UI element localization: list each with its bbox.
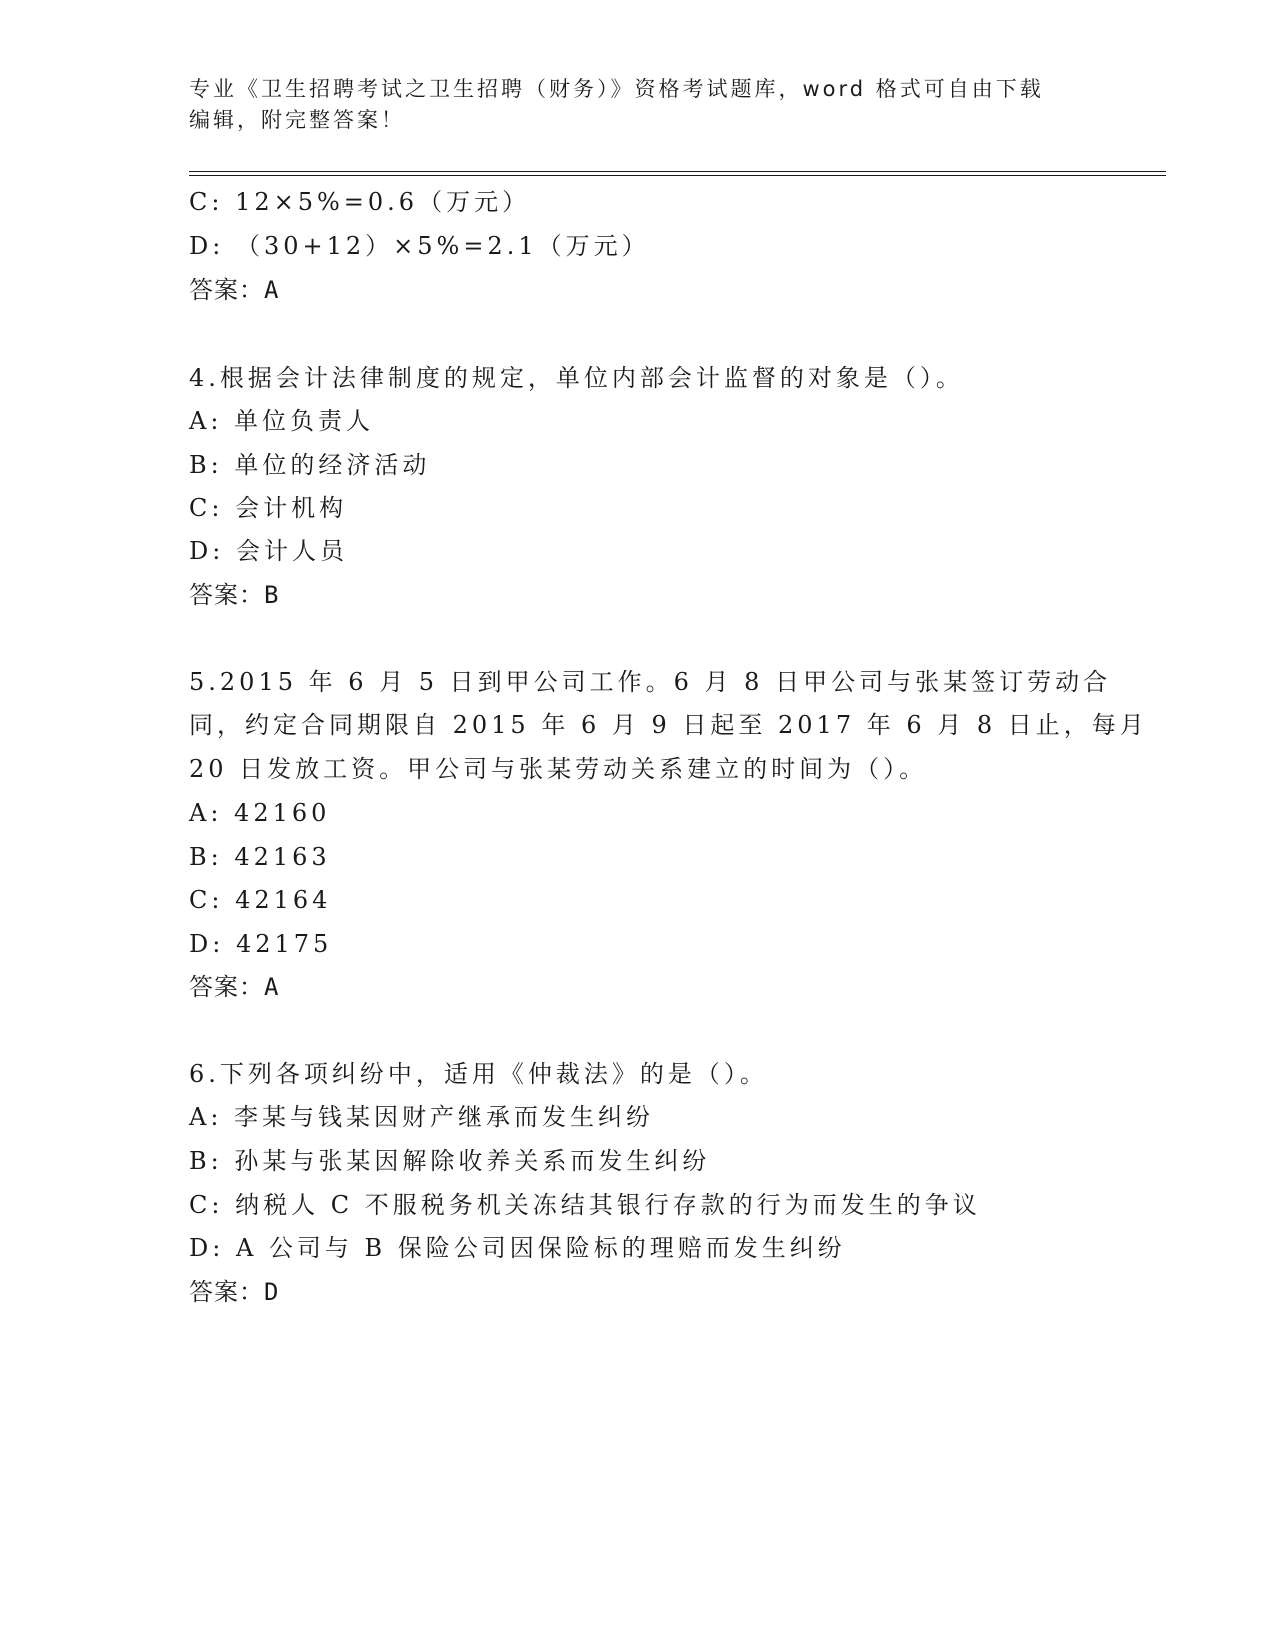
q3-option-d: D: （30+12）×5%=2.1（万元） <box>189 232 650 260</box>
q6-option-c: C: 纳税人 C 不服税务机关冻结其银行存款的行为而发生的争议 <box>189 1191 981 1219</box>
q6-stem: 6.下列各项纠纷中，适用《仲裁法》的是（）。 <box>189 1060 768 1088</box>
header-line-1: 专业《卫生招聘考试之卫生招聘（财务）》资格考试题库，word 格式可自由下载 <box>189 77 1044 101</box>
q4-stem: 4.根据会计法律制度的规定，单位内部会计监督的对象是（）。 <box>189 364 964 392</box>
q5-stem-line-2: 同，约定合同期限自 2015 年 6 月 9 日起至 2017 年 6 月 8 日止，每月 <box>189 711 1148 739</box>
q3-option-c: C: 12×5%=0.6（万元） <box>189 188 531 216</box>
header-rule-top <box>189 171 1166 172</box>
header-rule-bottom <box>189 175 1166 176</box>
q4-option-d: D: 会计人员 <box>189 537 348 565</box>
q6-option-b: B: 孙某与张某因解除收养关系而发生纠纷 <box>189 1147 711 1175</box>
q4-option-c: C: 会计机构 <box>189 494 348 522</box>
q3-answer: 答案：A <box>189 276 280 304</box>
q6-option-d: D: A 公司与 B 保险公司因保险标的理赔而发生纠纷 <box>189 1234 846 1262</box>
q5-option-d: D: 42175 <box>189 930 333 958</box>
header-line-2: 编辑，附完整答案！ <box>189 108 405 132</box>
q5-stem-line-3: 20 日发放工资。甲公司与张某劳动关系建立的时间为（）。 <box>189 755 928 783</box>
q5-option-a: A: 42160 <box>189 799 331 827</box>
q4-option-a: A: 单位负责人 <box>189 407 375 435</box>
q4-answer: 答案：B <box>189 581 280 609</box>
q5-option-c: C: 42164 <box>189 886 332 914</box>
q5-answer: 答案：A <box>189 973 280 1001</box>
q6-option-a: A: 李某与钱某因财产继承而发生纠纷 <box>189 1103 655 1131</box>
q5-option-b: B: 42163 <box>189 843 331 871</box>
q5-stem-line-1: 5.2015 年 6 月 5 日到甲公司工作。6 月 8 日甲公司与张某签订劳动合 <box>189 668 1112 696</box>
q6-answer: 答案：D <box>189 1278 280 1306</box>
q4-option-b: B: 单位的经济活动 <box>189 451 431 479</box>
document-header <box>189 74 1089 136</box>
